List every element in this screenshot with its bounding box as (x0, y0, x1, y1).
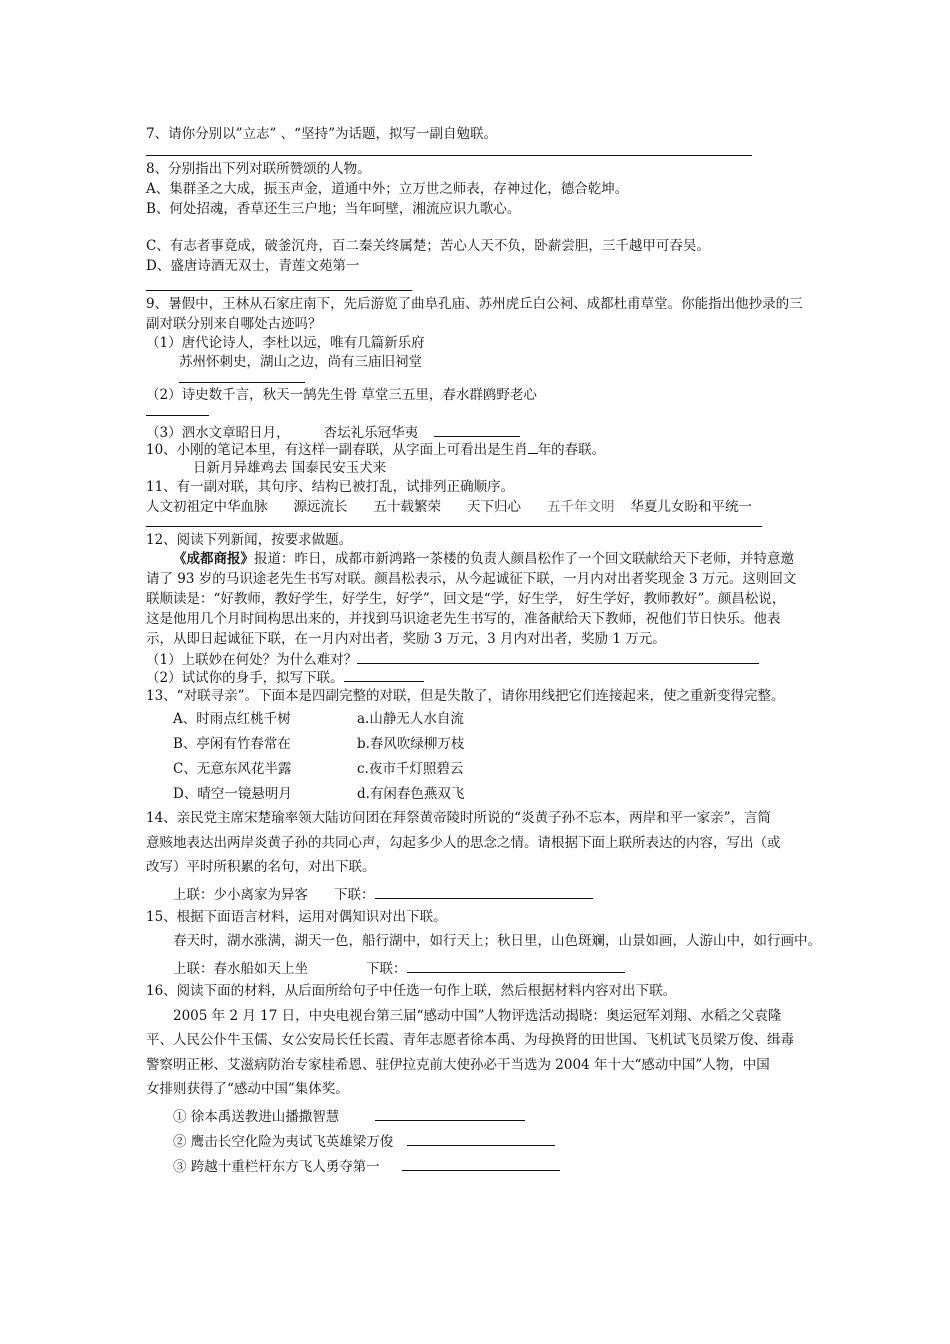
q8-option-a: A、集群圣之大成，振玉声金，道通中外；立万世之师表，存神过化，德合乾坤。 (146, 181, 629, 197)
q9-line1: 9、暑假中，王林从石家庄南下，先后游览了曲阜孔庙、苏州虎丘白公祠、成都杜甫草堂。你能指出他抄录的三 (146, 296, 803, 312)
q14-lower-label: 下联： (334, 887, 375, 903)
q13-left-b: B、亭闲有竹春常在 (173, 736, 291, 752)
q14-line1: 14、亲民党主席宋楚瑜率领大陆访问团在拜祭黄帝陵时所说的“炎黄子孙不忘本，两岸和平一家亲”，言简 (146, 810, 771, 826)
q16-option-1-text: ① 徐本禹送教进山播撒智慧 (173, 1109, 340, 1125)
q14-upper: 上联：少小离家为异客 (173, 887, 308, 903)
q13-right-a: a.山静无人水自流 (357, 711, 464, 727)
q10-text (146, 443, 605, 458)
q8-answer-line (146, 290, 412, 291)
q16-answer-blank-1 (375, 1108, 525, 1121)
q16-option-2 (173, 1133, 555, 1150)
q11-item: 天下归心 (467, 499, 521, 515)
q9-part2: （2）诗史数千言，秋天一鹄先生骨 草堂三五里，春水群鸥野老心 (146, 387, 537, 403)
q9-part1a: （1）唐代论诗人，李杜以远，唯有几篇新乐府 (146, 335, 425, 351)
q12-sub1 (146, 651, 759, 668)
q13-right-c: c.夜市千灯照碧云 (357, 761, 464, 777)
q14-line2: 意赅地表达出两岸炎黄子孙的共同心声，勾起多少人的思念之情。请根据下面上联所表达的内容，写出（或 (146, 835, 781, 851)
q11-item: 华夏儿女盼和平统一 (630, 499, 752, 515)
q12-text: 12、阅读下列新闻，按要求做题。 (146, 532, 353, 548)
q8-text: 8、分别指出下列对联所赞颂的人物。 (146, 161, 371, 177)
q12-sub2-answer-blank (344, 669, 424, 682)
q12-news-source: 《成都商报》 (173, 551, 254, 567)
q14-answer-blank (375, 886, 593, 899)
q13-left-d: D、晴空一镜悬明月 (173, 786, 292, 802)
q11-item: 人文初祖定中华血脉 (146, 499, 268, 515)
q15-upper: 上联：春水船如天上坐 (173, 961, 308, 977)
q12-sub2-text: （2）试试你的身手，拟写下联。 (146, 670, 344, 686)
q13-right-b: b.春风吹绿柳万枝 (357, 736, 465, 752)
q16-option-3-text: ③ 跨越十重栏杆东方飞人勇夺第一 (173, 1159, 380, 1175)
q14-couplet-row (173, 886, 593, 903)
q16-line1: 16、阅读下面的材料，从后面所给句子中任选一句作上联，然后根据材料内容对出下联。 (146, 983, 677, 999)
q13-text: 13、“对联寻亲”。下面本是四副完整的对联，但是失散了，请你用线把它们连接起来，使之重新变得完整。 (146, 688, 785, 704)
q11-item: 五千年文明 (547, 499, 615, 515)
q16-option-2-text: ② 鹰击长空化险为夷试飞英雄梁万俊 (173, 1134, 394, 1150)
q11-items-row (146, 501, 752, 515)
q7-answer-line (146, 155, 752, 156)
q12-sub1-answer-blank (357, 651, 759, 664)
q16-answer-blank-3 (402, 1158, 560, 1171)
q15-couplet-row (173, 960, 625, 977)
q10-answer-blank (528, 443, 538, 454)
q16-para2: 平、人民公仆牛玉儒、女公安局长任长霞、青年志愿者徐本禹、为母换肾的田世国、飞机试飞员梁万俊、缉毒 (146, 1032, 794, 1048)
q12-news-line1 (173, 553, 794, 567)
q9-part3 (146, 424, 520, 441)
q12-news-line4: 这是他用几个月时间构思出来的，并找到马识途老先生书写的，准备献给天下教师，祝他们节日快乐。他表 (146, 611, 781, 627)
q12-sub1-text: （1）上联妙在何处？为什么难对？ (146, 652, 358, 668)
q11-text: 11、有一副对联，其句序、结构已被打乱，试排列正确顺序。 (146, 479, 515, 495)
q10-text-b: 年的春联。 (537, 442, 606, 458)
q12-news-line2: 请了 93 岁的马识途老先生书写对联。颜昌松表示，从今起诚征下联，一月内对出者奖现金 3 万元。这则回文 (146, 571, 797, 587)
q11-answer-line (146, 526, 762, 527)
q16-option-3 (173, 1158, 560, 1175)
q8-option-c: C、有志者事竟成，破釜沉舟，百二秦关终属楚；苦心人天不负，卧薪尝胆，三千越甲可吞吴。 (146, 238, 710, 254)
q15-line2: 春天时，湖水涨满，湖天一色，船行湖中，如行天上；秋日里，山色斑斓，山景如画，人游山中，如行画中。 (173, 933, 821, 949)
q11-item: 五十载繁荣 (373, 499, 441, 515)
q13-left-a: A、时雨点红桃千树 (173, 711, 291, 727)
q8-option-b: B、何处招魂，香草还生三户地；当年呵壁，湘流应识九歌心。 (146, 201, 521, 217)
q16-option-1 (173, 1108, 525, 1125)
q12-sub2 (146, 669, 424, 686)
q10-text-a: 10、小刚的笔记本里，有这样一副春联，从字面上可看出是生肖 (146, 442, 528, 458)
q15-lower-label: 下联： (366, 961, 407, 977)
q9-answer-blank-3 (434, 424, 520, 437)
q8-option-d: D、盛唐诗酒无双士，青莲文苑第一 (146, 258, 360, 274)
q9-line2: 副对联分别来自哪处古迹吗？ (146, 316, 322, 332)
q9-answer-line-1 (179, 382, 305, 383)
q9-part3a: （3）泗水文章昭日月， (146, 425, 290, 441)
q13-left-c: C、无意东风花半露 (173, 761, 292, 777)
q9-part3b: 杏坛礼乐冠华夷 (323, 425, 419, 441)
q16-para3: 警察明正彬、艾滋病防治专家桂希恩、驻伊拉克前大使孙必干当选为 2004 年十大“感动中国”人物，中国 (146, 1057, 770, 1073)
q15-line1: 15、根据下面语言材料，运用对偶知识对出下联。 (146, 909, 447, 925)
q9-answer-line-2 (146, 415, 209, 416)
q11-item: 源远流长 (293, 499, 348, 515)
q12-news-text1: 报道：昨日，成都市新鸿路一茶楼的负责人颜昌松作了一个回文联献给天下老师，并特意邀 (254, 551, 794, 567)
q16-para4: 女排则获得了“感动中国”集体奖。 (146, 1081, 349, 1097)
q12-news-line3: 联顺读是：“好教师，教好学生，好学生，好学”，回文是“学，好生学， 好生学好，教师教好”。颜昌松说， (146, 591, 786, 607)
q16-para1: 2005 年 2 月 17 日，中央电视台第三届“感动中国”人物评选活动揭晓：奥运冠军刘翔、水稻之父袁隆 (173, 1008, 782, 1024)
q15-answer-blank (407, 960, 625, 973)
q10-couplet: 日新月异雄鸡去 国泰民安玉犬来 (193, 460, 387, 476)
q16-answer-blank-2 (407, 1133, 555, 1146)
q12-news-line5: 示，从即日起诚征下联，在一月内对出者，奖励 3 万元，3 月内对出者，奖励 1 万元。 (146, 631, 666, 647)
q13-right-d: d.有闲春色燕双飞 (357, 786, 465, 802)
q9-part1b: 苏州怀刺史，湖山之边，尚有三庙旧祠堂 (179, 354, 422, 370)
q14-line3: 改写）平时所积累的名句，对出下联。 (146, 859, 376, 875)
q7-text: 7、请你分别以”立志” 、“坚持”为话题，拟写一副自勉联。 (146, 126, 497, 142)
